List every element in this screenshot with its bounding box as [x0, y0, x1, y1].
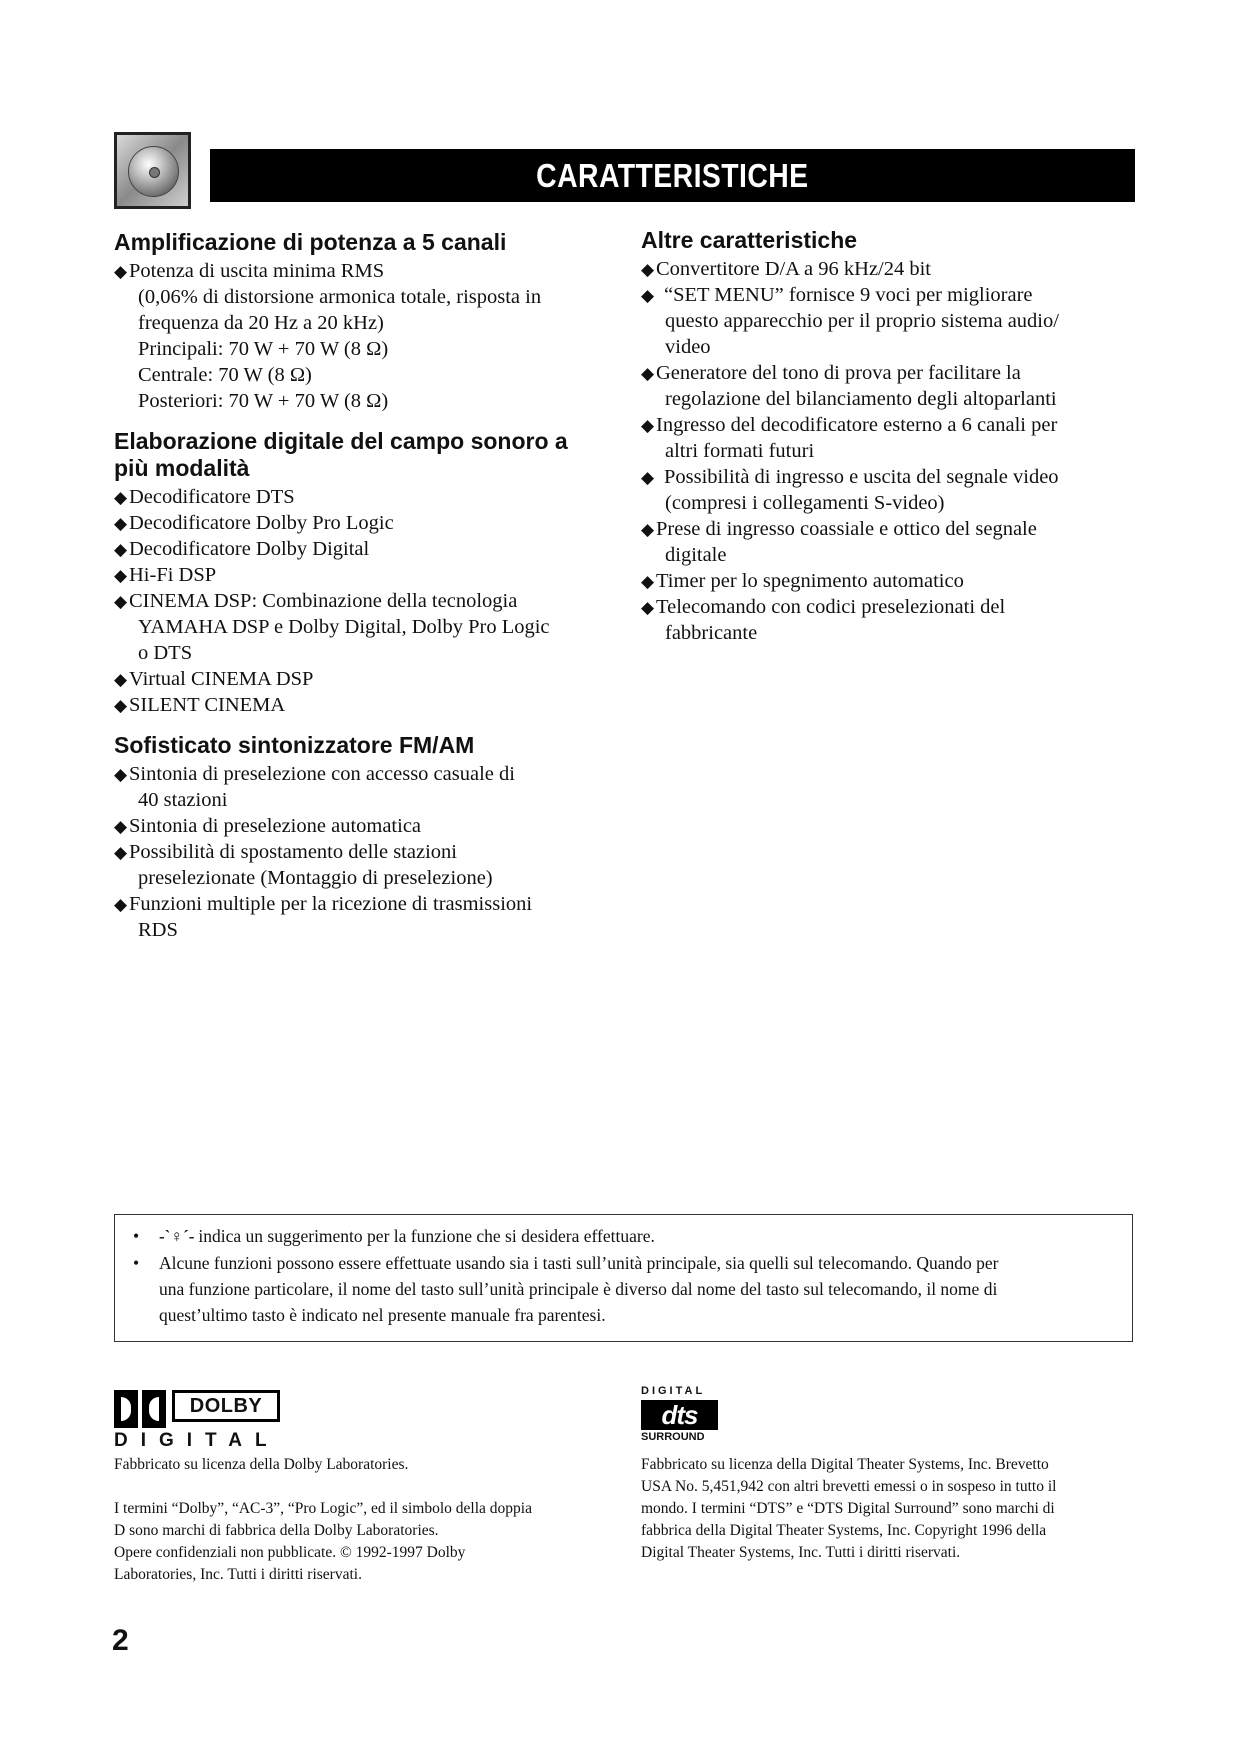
diamond-bullet-icon: ◆: [114, 696, 128, 715]
license-line: I termini “Dolby”, “AC-3”, “Pro Logic”, ed il simbolo della doppia: [114, 1500, 532, 1517]
list-item-cont: Posteriori: 70 W + 70 W (8 Ω): [138, 390, 389, 412]
page-title: CARATTERISTICHE: [210, 149, 1135, 202]
list-item-cont: fabbricante: [665, 622, 758, 644]
list-item-cont: (0,06% di distorsione armonica totale, risposta in: [138, 286, 542, 308]
diamond-bullet-icon: ◆: [641, 572, 655, 591]
diamond-bullet-icon: ◆: [641, 364, 655, 383]
list-item-cont: questo apparecchio per il proprio sistema audio/: [665, 310, 1059, 332]
section-elaborazione: [114, 428, 614, 718]
list-item: ◆Decodificatore Dolby Pro Logic: [114, 512, 394, 534]
list-item: ◆Telecomando con codici preselezionati del: [641, 596, 1006, 618]
dolby-logo-sub: DIGITAL: [114, 1430, 280, 1451]
diamond-bullet-icon: ◆: [641, 520, 655, 539]
note-box: [114, 1214, 1133, 1342]
list-item: ◆Hi-Fi DSP: [114, 564, 217, 586]
diamond-bullet-icon: ◆: [641, 286, 655, 305]
list-item-cont: RDS: [138, 919, 178, 941]
diamond-bullet-icon: ◆: [114, 514, 128, 533]
license-line: USA No. 5,451,942 con altri brevetti emessi o in sospeso in tutto il: [641, 1478, 1057, 1495]
dolby-logo-word: DOLBY: [172, 1390, 280, 1422]
note-item-cont: una funzione particolare, il nome del tasto sull’unità principale è diverso dal nome del tasto sul telecomando, il nome di: [159, 1279, 998, 1299]
lightbulb-tip-icon: -`♀´-: [159, 1227, 195, 1246]
list-item: ◆Sintonia di preselezione automatica: [114, 815, 422, 837]
list-item-cont: digitale: [665, 544, 727, 566]
list-item: ◆CINEMA DSP: Combinazione della tecnologia: [114, 590, 518, 612]
list-item: ◆Possibilità di spostamento delle stazioni: [114, 841, 457, 863]
diamond-bullet-icon: ◆: [114, 262, 128, 281]
dolby-license-text: [114, 1454, 532, 1586]
diamond-bullet-icon: ◆: [114, 843, 128, 862]
list-item: ◆Funzioni multiple per la ricezione di trasmissioni: [114, 893, 533, 915]
diamond-bullet-icon: ◆: [114, 895, 128, 914]
list-item-cont: frequenza da 20 Hz a 20 kHz): [138, 312, 384, 334]
dts-logo-bottom: SURROUND: [641, 1431, 705, 1443]
diamond-bullet-icon: ◆: [114, 765, 128, 784]
list-item: ◆Timer per lo spegnimento automatico: [641, 570, 964, 592]
license-line: Laboratories, Inc. Tutti i diritti riservati.: [114, 1566, 362, 1583]
diamond-bullet-icon: ◆: [641, 468, 655, 487]
section-heading: Amplificazione di potenza a 5 canali: [114, 229, 507, 255]
list-item: ◆Ingresso del decodificatore esterno a 6 canali per: [641, 414, 1058, 436]
list-item-cont: video: [665, 336, 711, 358]
diamond-bullet-icon: ◆: [641, 416, 655, 435]
dolby-digital-logo: [114, 1390, 284, 1450]
diamond-bullet-icon: ◆: [114, 566, 128, 585]
list-item: ◆Sintonia di preselezione con accesso casuale di: [114, 763, 515, 785]
list-item-cont: YAMAHA DSP e Dolby Digital, Dolby Pro Logic: [138, 616, 550, 638]
double-d-icon: [114, 1390, 166, 1428]
list-item: ◆ “SET MENU” fornisce 9 voci per migliorare: [641, 284, 1033, 306]
list-item-cont: preselezionate (Montaggio di preselezione): [138, 867, 493, 889]
list-item: ◆Prese di ingresso coassiale e ottico del segnale: [641, 518, 1037, 540]
list-item: ◆Potenza di uscita minima RMS: [114, 260, 385, 282]
note-item-cont: quest’ultimo tasto è indicato nel presente manuale fra parentesi.: [159, 1305, 606, 1325]
license-line: Fabbricato su licenza della Dolby Laboratories.: [114, 1456, 409, 1473]
license-line: mondo. I termini “DTS” e “DTS Digital Surround” sono marchi di: [641, 1500, 1055, 1517]
list-item: ◆Convertitore D/A a 96 kHz/24 bit: [641, 258, 931, 280]
list-item: ◆ Possibilità di ingresso e uscita del segnale video: [641, 466, 1059, 488]
diamond-bullet-icon: ◆: [641, 260, 655, 279]
license-line: Fabbricato su licenza della Digital Theater Systems, Inc. Brevetto: [641, 1456, 1049, 1473]
dts-logo: [641, 1385, 721, 1447]
note-item: • Alcune funzioni possono essere effettuate usando sia i tasti sull’unità principale, sia quelli sul telecomando. Quando per: [133, 1253, 999, 1273]
list-item-cont: regolazione del bilanciamento degli altoparlanti: [665, 388, 1057, 410]
list-item-cont: altri formati futuri: [665, 440, 815, 462]
diamond-bullet-icon: ◆: [114, 540, 128, 559]
license-line: Opere confidenziali non pubblicate. © 1992-1997 Dolby: [114, 1544, 466, 1561]
diamond-bullet-icon: ◆: [641, 598, 655, 617]
list-item: ◆Virtual CINEMA DSP: [114, 668, 314, 690]
list-item-cont: Centrale: 70 W (8 Ω): [138, 364, 312, 386]
list-item: ◆Generatore del tono di prova per facilitare la: [641, 362, 1021, 384]
section-amplificazione: [114, 229, 614, 414]
diamond-bullet-icon: ◆: [114, 592, 128, 611]
list-item: ◆SILENT CINEMA: [114, 694, 286, 716]
section-sintonizzatore: [114, 732, 614, 943]
list-item-cont: (compresi i collegamenti S-video): [665, 492, 945, 514]
note-item: • -`♀´- indica un suggerimento per la funzione che si desidera effettuare.: [127, 1223, 1120, 1250]
license-line: Digital Theater Systems, Inc. Tutti i diritti riservati.: [641, 1544, 961, 1561]
list-item: ◆Decodificatore DTS: [114, 486, 295, 508]
page-number: 2: [112, 1624, 129, 1657]
dts-logo-top: DIGITAL: [641, 1385, 706, 1397]
dts-logo-mid: dts: [641, 1400, 718, 1430]
section-heading: Altre caratteristiche: [641, 227, 858, 253]
license-line: fabbrica della Digital Theater Systems, Inc. Copyright 1996 della: [641, 1522, 1047, 1539]
disc-icon: [114, 132, 191, 209]
dts-license-text: [641, 1454, 1056, 1564]
diamond-bullet-icon: ◆: [114, 817, 128, 836]
diamond-bullet-icon: ◆: [114, 670, 128, 689]
list-item-cont: o DTS: [138, 642, 193, 664]
list-item-cont: Principali: 70 W + 70 W (8 Ω): [138, 338, 389, 360]
list-item: ◆Decodificatore Dolby Digital: [114, 538, 370, 560]
right-column: [641, 227, 1141, 646]
license-line: D sono marchi di fabbrica della Dolby Laboratories.: [114, 1522, 439, 1539]
diamond-bullet-icon: ◆: [114, 488, 128, 507]
left-column: [114, 229, 614, 957]
list-item-cont: 40 stazioni: [138, 789, 228, 811]
section-heading: Elaborazione digitale del campo sonoro a più modalità: [114, 428, 568, 481]
section-heading: Sofisticato sintonizzatore FM/AM: [114, 732, 475, 758]
